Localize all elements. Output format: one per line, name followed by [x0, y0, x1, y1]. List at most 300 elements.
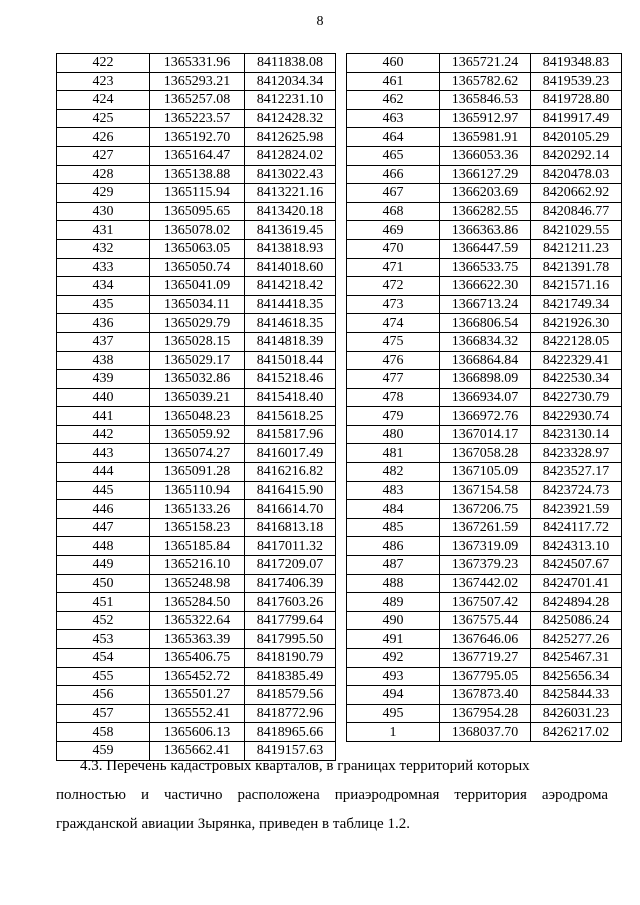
x-coordinate-cell: 1365028.15 — [150, 332, 245, 351]
point-number-cell: 466 — [347, 165, 440, 184]
y-coordinate-cell: 8413818.93 — [245, 239, 336, 258]
y-coordinate-cell: 8416216.82 — [245, 463, 336, 482]
x-coordinate-cell: 1365095.65 — [150, 202, 245, 221]
x-coordinate-cell: 1365981.91 — [440, 128, 531, 147]
table-row — [347, 295, 622, 314]
y-coordinate-cell: 8417011.32 — [245, 537, 336, 556]
table-row — [57, 481, 336, 500]
table-row — [57, 407, 336, 426]
table-row — [347, 463, 622, 482]
table-row — [57, 277, 336, 296]
y-coordinate-cell: 8423328.97 — [531, 444, 622, 463]
x-coordinate-cell: 1366127.29 — [440, 165, 531, 184]
x-coordinate-cell: 1365133.26 — [150, 500, 245, 519]
table-row — [57, 611, 336, 630]
table-row — [347, 54, 622, 73]
point-number-cell: 464 — [347, 128, 440, 147]
table-row — [347, 686, 622, 705]
y-coordinate-cell: 8425844.33 — [531, 686, 622, 705]
x-coordinate-cell: 1365158.23 — [150, 518, 245, 537]
table-row — [57, 518, 336, 537]
y-coordinate-cell: 8419539.23 — [531, 72, 622, 91]
x-coordinate-cell: 1365331.96 — [150, 54, 245, 73]
y-coordinate-cell: 8413221.16 — [245, 184, 336, 203]
point-number-cell: 425 — [57, 109, 150, 128]
table-row — [347, 630, 622, 649]
y-coordinate-cell: 8417406.39 — [245, 574, 336, 593]
y-coordinate-cell: 8418190.79 — [245, 649, 336, 668]
table-row — [57, 444, 336, 463]
y-coordinate-cell: 8417209.07 — [245, 556, 336, 575]
table-row — [57, 202, 336, 221]
point-number-cell: 485 — [347, 518, 440, 537]
y-coordinate-cell: 8412824.02 — [245, 146, 336, 165]
point-number-cell: 445 — [57, 481, 150, 500]
x-coordinate-cell: 1365452.72 — [150, 667, 245, 686]
point-number-cell: 451 — [57, 593, 150, 612]
x-coordinate-cell: 1365032.86 — [150, 370, 245, 389]
table-row — [347, 537, 622, 556]
y-coordinate-cell: 8413619.45 — [245, 221, 336, 240]
x-coordinate-cell: 1365059.92 — [150, 425, 245, 444]
y-coordinate-cell: 8420292.14 — [531, 146, 622, 165]
y-coordinate-cell: 8416017.49 — [245, 444, 336, 463]
point-number-cell: 472 — [347, 277, 440, 296]
y-coordinate-cell: 8415218.46 — [245, 370, 336, 389]
y-coordinate-cell: 8425656.34 — [531, 667, 622, 686]
point-number-cell: 442 — [57, 425, 150, 444]
table-row — [347, 165, 622, 184]
y-coordinate-cell: 8416415.90 — [245, 481, 336, 500]
point-number-cell: 1 — [347, 723, 440, 742]
table-row — [57, 686, 336, 705]
table-row — [347, 128, 622, 147]
y-coordinate-cell: 8421926.30 — [531, 314, 622, 333]
point-number-cell: 475 — [347, 332, 440, 351]
table-row — [347, 146, 622, 165]
x-coordinate-cell: 1365216.10 — [150, 556, 245, 575]
table-row — [57, 91, 336, 110]
x-coordinate-cell: 1367954.28 — [440, 704, 531, 723]
x-coordinate-cell: 1367379.23 — [440, 556, 531, 575]
x-coordinate-cell: 1365074.27 — [150, 444, 245, 463]
y-coordinate-cell: 8412428.32 — [245, 109, 336, 128]
y-coordinate-cell: 8421211.23 — [531, 239, 622, 258]
x-coordinate-cell: 1365846.53 — [440, 91, 531, 110]
x-coordinate-cell: 1365039.21 — [150, 388, 245, 407]
x-coordinate-cell: 1367014.17 — [440, 425, 531, 444]
x-coordinate-cell: 1365552.41 — [150, 704, 245, 723]
point-number-cell: 423 — [57, 72, 150, 91]
x-coordinate-cell: 1365115.94 — [150, 184, 245, 203]
point-number-cell: 422 — [57, 54, 150, 73]
x-coordinate-cell: 1366806.54 — [440, 314, 531, 333]
table-row — [347, 332, 622, 351]
y-coordinate-cell: 8413022.43 — [245, 165, 336, 184]
point-number-cell: 453 — [57, 630, 150, 649]
point-number-cell: 430 — [57, 202, 150, 221]
point-number-cell: 436 — [57, 314, 150, 333]
x-coordinate-cell: 1367261.59 — [440, 518, 531, 537]
point-number-cell: 458 — [57, 723, 150, 742]
table-row — [347, 611, 622, 630]
x-coordinate-cell: 1366363.86 — [440, 221, 531, 240]
point-number-cell: 474 — [347, 314, 440, 333]
y-coordinate-cell: 8419728.80 — [531, 91, 622, 110]
x-coordinate-cell: 1366053.36 — [440, 146, 531, 165]
y-coordinate-cell: 8415418.40 — [245, 388, 336, 407]
x-coordinate-cell: 1365078.02 — [150, 221, 245, 240]
table-row — [347, 351, 622, 370]
point-number-cell: 455 — [57, 667, 150, 686]
y-coordinate-cell: 8424894.28 — [531, 593, 622, 612]
point-number-cell: 488 — [347, 574, 440, 593]
y-coordinate-cell: 8426217.02 — [531, 723, 622, 742]
table-row — [347, 202, 622, 221]
point-number-cell: 467 — [347, 184, 440, 203]
table-row — [347, 704, 622, 723]
point-number-cell: 476 — [347, 351, 440, 370]
y-coordinate-cell: 8418385.49 — [245, 667, 336, 686]
y-coordinate-cell: 8417995.50 — [245, 630, 336, 649]
y-coordinate-cell: 8425467.31 — [531, 649, 622, 668]
point-number-cell: 441 — [57, 407, 150, 426]
y-coordinate-cell: 8423527.17 — [531, 463, 622, 482]
point-number-cell: 465 — [347, 146, 440, 165]
table-row — [347, 444, 622, 463]
point-number-cell: 463 — [347, 109, 440, 128]
point-number-cell: 435 — [57, 295, 150, 314]
point-number-cell: 431 — [57, 221, 150, 240]
table-row — [57, 314, 336, 333]
x-coordinate-cell: 1366898.09 — [440, 370, 531, 389]
x-coordinate-cell: 1365662.41 — [150, 741, 245, 760]
x-coordinate-cell: 1365029.79 — [150, 314, 245, 333]
x-coordinate-cell: 1365912.97 — [440, 109, 531, 128]
y-coordinate-cell: 8420662.92 — [531, 184, 622, 203]
y-coordinate-cell: 8421391.78 — [531, 258, 622, 277]
point-number-cell: 473 — [347, 295, 440, 314]
table-row — [57, 463, 336, 482]
table-row — [347, 667, 622, 686]
table-row — [347, 556, 622, 575]
table-row — [57, 351, 336, 370]
x-coordinate-cell: 1365050.74 — [150, 258, 245, 277]
x-coordinate-cell: 1366834.32 — [440, 332, 531, 351]
y-coordinate-cell: 8424313.10 — [531, 537, 622, 556]
paragraph-line-1: 4.3. Перечень кадастровых кварталов, в границах территорий которых — [80, 758, 530, 774]
y-coordinate-cell: 8423921.59 — [531, 500, 622, 519]
point-number-cell: 432 — [57, 239, 150, 258]
x-coordinate-cell: 1365782.62 — [440, 72, 531, 91]
x-coordinate-cell: 1365192.70 — [150, 128, 245, 147]
y-coordinate-cell: 8418965.66 — [245, 723, 336, 742]
x-coordinate-cell: 1366972.76 — [440, 407, 531, 426]
x-coordinate-cell: 1365029.17 — [150, 351, 245, 370]
point-number-cell: 459 — [57, 741, 150, 760]
x-coordinate-cell: 1368037.70 — [440, 723, 531, 742]
x-coordinate-cell: 1366713.24 — [440, 295, 531, 314]
point-number-cell: 482 — [347, 463, 440, 482]
point-number-cell: 468 — [347, 202, 440, 221]
point-number-cell: 483 — [347, 481, 440, 500]
coordinates-table-left — [56, 53, 336, 761]
point-number-cell: 446 — [57, 500, 150, 519]
point-number-cell: 454 — [57, 649, 150, 668]
x-coordinate-cell: 1366533.75 — [440, 258, 531, 277]
y-coordinate-cell: 8415618.25 — [245, 407, 336, 426]
x-coordinate-cell: 1367873.40 — [440, 686, 531, 705]
x-coordinate-cell: 1366447.59 — [440, 239, 531, 258]
point-number-cell: 427 — [57, 146, 150, 165]
point-number-cell: 444 — [57, 463, 150, 482]
x-coordinate-cell: 1365721.24 — [440, 54, 531, 73]
table-row — [57, 537, 336, 556]
table-row — [57, 667, 336, 686]
table-row — [57, 128, 336, 147]
x-coordinate-cell: 1367105.09 — [440, 463, 531, 482]
y-coordinate-cell: 8424507.67 — [531, 556, 622, 575]
point-number-cell: 471 — [347, 258, 440, 277]
table-row — [347, 72, 622, 91]
x-coordinate-cell: 1365406.75 — [150, 649, 245, 668]
point-number-cell: 428 — [57, 165, 150, 184]
y-coordinate-cell: 8415817.96 — [245, 425, 336, 444]
y-coordinate-cell: 8420105.29 — [531, 128, 622, 147]
table-row — [57, 184, 336, 203]
x-coordinate-cell: 1367795.05 — [440, 667, 531, 686]
table-row — [57, 704, 336, 723]
table-row — [57, 370, 336, 389]
table-row — [57, 54, 336, 73]
y-coordinate-cell: 8424701.41 — [531, 574, 622, 593]
table-row — [57, 593, 336, 612]
table-row — [57, 556, 336, 575]
point-number-cell: 477 — [347, 370, 440, 389]
point-number-cell: 478 — [347, 388, 440, 407]
table-row — [57, 109, 336, 128]
table-row — [57, 146, 336, 165]
y-coordinate-cell: 8426031.23 — [531, 704, 622, 723]
table-row — [347, 500, 622, 519]
point-number-cell: 452 — [57, 611, 150, 630]
y-coordinate-cell: 8422530.34 — [531, 370, 622, 389]
y-coordinate-cell: 8420478.03 — [531, 165, 622, 184]
y-coordinate-cell: 8412034.34 — [245, 72, 336, 91]
table-row — [347, 221, 622, 240]
table-row — [347, 425, 622, 444]
x-coordinate-cell: 1365041.09 — [150, 277, 245, 296]
y-coordinate-cell: 8421029.55 — [531, 221, 622, 240]
table-row — [57, 574, 336, 593]
point-number-cell: 434 — [57, 277, 150, 296]
y-coordinate-cell: 8416813.18 — [245, 518, 336, 537]
x-coordinate-cell: 1366282.55 — [440, 202, 531, 221]
y-coordinate-cell: 8417603.26 — [245, 593, 336, 612]
y-coordinate-cell: 8414818.39 — [245, 332, 336, 351]
point-number-cell: 493 — [347, 667, 440, 686]
x-coordinate-cell: 1367719.27 — [440, 649, 531, 668]
table-row — [347, 518, 622, 537]
y-coordinate-cell: 8414018.60 — [245, 258, 336, 277]
table-row — [57, 295, 336, 314]
point-number-cell: 426 — [57, 128, 150, 147]
point-number-cell: 462 — [347, 91, 440, 110]
x-coordinate-cell: 1365034.11 — [150, 295, 245, 314]
table-row — [57, 500, 336, 519]
y-coordinate-cell: 8424117.72 — [531, 518, 622, 537]
y-coordinate-cell: 8411838.08 — [245, 54, 336, 73]
x-coordinate-cell: 1365322.64 — [150, 611, 245, 630]
point-number-cell: 490 — [347, 611, 440, 630]
point-number-cell: 486 — [347, 537, 440, 556]
point-number-cell: 470 — [347, 239, 440, 258]
point-number-cell: 440 — [57, 388, 150, 407]
x-coordinate-cell: 1367646.06 — [440, 630, 531, 649]
y-coordinate-cell: 8414618.35 — [245, 314, 336, 333]
table-row — [57, 258, 336, 277]
table-row — [347, 239, 622, 258]
point-number-cell: 447 — [57, 518, 150, 537]
x-coordinate-cell: 1365363.39 — [150, 630, 245, 649]
x-coordinate-cell: 1365606.13 — [150, 723, 245, 742]
x-coordinate-cell: 1365110.94 — [150, 481, 245, 500]
point-number-cell: 443 — [57, 444, 150, 463]
y-coordinate-cell: 8422730.79 — [531, 388, 622, 407]
x-coordinate-cell: 1365063.05 — [150, 239, 245, 258]
point-number-cell: 457 — [57, 704, 150, 723]
x-coordinate-cell: 1365257.08 — [150, 91, 245, 110]
x-coordinate-cell: 1365223.57 — [150, 109, 245, 128]
x-coordinate-cell: 1365048.23 — [150, 407, 245, 426]
x-coordinate-cell: 1367154.58 — [440, 481, 531, 500]
table-row — [57, 72, 336, 91]
table-row — [347, 258, 622, 277]
point-number-cell: 433 — [57, 258, 150, 277]
point-number-cell: 489 — [347, 593, 440, 612]
point-number-cell: 448 — [57, 537, 150, 556]
y-coordinate-cell: 8423724.73 — [531, 481, 622, 500]
table-row — [347, 370, 622, 389]
y-coordinate-cell: 8421749.34 — [531, 295, 622, 314]
y-coordinate-cell: 8420846.77 — [531, 202, 622, 221]
table-row — [347, 407, 622, 426]
coordinates-table-right — [346, 53, 622, 742]
y-coordinate-cell: 8425277.26 — [531, 630, 622, 649]
x-coordinate-cell: 1367442.02 — [440, 574, 531, 593]
x-coordinate-cell: 1365138.88 — [150, 165, 245, 184]
y-coordinate-cell: 8422128.05 — [531, 332, 622, 351]
table-row — [57, 425, 336, 444]
point-number-cell: 495 — [347, 704, 440, 723]
point-number-cell: 494 — [347, 686, 440, 705]
y-coordinate-cell: 8419157.63 — [245, 741, 336, 760]
x-coordinate-cell: 1367058.28 — [440, 444, 531, 463]
y-coordinate-cell: 8412625.98 — [245, 128, 336, 147]
y-coordinate-cell: 8414218.42 — [245, 277, 336, 296]
point-number-cell: 460 — [347, 54, 440, 73]
x-coordinate-cell: 1365164.47 — [150, 146, 245, 165]
table-row — [57, 723, 336, 742]
x-coordinate-cell: 1365501.27 — [150, 686, 245, 705]
y-coordinate-cell: 8416614.70 — [245, 500, 336, 519]
x-coordinate-cell: 1367507.42 — [440, 593, 531, 612]
point-number-cell: 429 — [57, 184, 150, 203]
x-coordinate-cell: 1366864.84 — [440, 351, 531, 370]
table-row — [347, 574, 622, 593]
point-number-cell: 439 — [57, 370, 150, 389]
x-coordinate-cell: 1365091.28 — [150, 463, 245, 482]
x-coordinate-cell: 1367319.09 — [440, 537, 531, 556]
point-number-cell: 487 — [347, 556, 440, 575]
table-row — [347, 184, 622, 203]
table-row — [347, 314, 622, 333]
x-coordinate-cell: 1365284.50 — [150, 593, 245, 612]
y-coordinate-cell: 8422930.74 — [531, 407, 622, 426]
y-coordinate-cell: 8413420.18 — [245, 202, 336, 221]
point-number-cell: 469 — [347, 221, 440, 240]
point-number-cell: 492 — [347, 649, 440, 668]
x-coordinate-cell: 1366934.07 — [440, 388, 531, 407]
table-row — [347, 481, 622, 500]
y-coordinate-cell: 8425086.24 — [531, 611, 622, 630]
x-coordinate-cell: 1366203.69 — [440, 184, 531, 203]
paragraph-rest: полностью и частично расположена приаэродромная территория аэродрома гражданской авиации Зырянка, приведен в таблице 1.2. — [56, 787, 608, 832]
y-coordinate-cell: 8418772.96 — [245, 704, 336, 723]
table-row — [347, 593, 622, 612]
table-row — [57, 332, 336, 351]
point-number-cell: 491 — [347, 630, 440, 649]
table-row — [57, 239, 336, 258]
y-coordinate-cell: 8419917.49 — [531, 109, 622, 128]
point-number-cell: 438 — [57, 351, 150, 370]
point-number-cell: 456 — [57, 686, 150, 705]
table-row — [57, 165, 336, 184]
y-coordinate-cell: 8414418.35 — [245, 295, 336, 314]
table-row — [57, 649, 336, 668]
point-number-cell: 480 — [347, 425, 440, 444]
y-coordinate-cell: 8422329.41 — [531, 351, 622, 370]
table-row — [347, 109, 622, 128]
table-row — [347, 723, 622, 742]
y-coordinate-cell: 8417799.64 — [245, 611, 336, 630]
x-coordinate-cell: 1365248.98 — [150, 574, 245, 593]
y-coordinate-cell: 8412231.10 — [245, 91, 336, 110]
x-coordinate-cell: 1367206.75 — [440, 500, 531, 519]
table-row — [57, 630, 336, 649]
page-number: 8 — [316, 14, 324, 29]
table-row — [347, 388, 622, 407]
x-coordinate-cell: 1367575.44 — [440, 611, 531, 630]
table-row — [347, 649, 622, 668]
table-row — [347, 277, 622, 296]
point-number-cell: 461 — [347, 72, 440, 91]
point-number-cell: 484 — [347, 500, 440, 519]
x-coordinate-cell: 1365185.84 — [150, 537, 245, 556]
point-number-cell: 479 — [347, 407, 440, 426]
point-number-cell: 481 — [347, 444, 440, 463]
point-number-cell: 424 — [57, 91, 150, 110]
y-coordinate-cell: 8423130.14 — [531, 425, 622, 444]
y-coordinate-cell: 8419348.83 — [531, 54, 622, 73]
point-number-cell: 437 — [57, 332, 150, 351]
point-number-cell: 449 — [57, 556, 150, 575]
y-coordinate-cell: 8415018.44 — [245, 351, 336, 370]
x-coordinate-cell: 1365293.21 — [150, 72, 245, 91]
y-coordinate-cell: 8418579.56 — [245, 686, 336, 705]
y-coordinate-cell: 8421571.16 — [531, 277, 622, 296]
table-row — [57, 221, 336, 240]
